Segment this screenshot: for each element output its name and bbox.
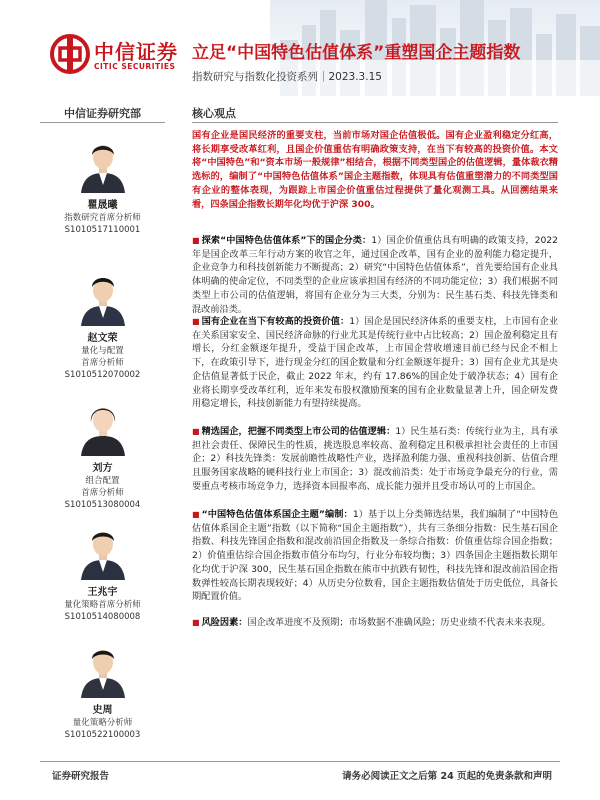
key-summary: 国有企业是国民经济的重要支柱，当前市场对国企估值极低。国有企业盈利稳定分红高，将长期享受改革红利，且国企价值重估有明确政策支持，在当下有较高的投资价值。本文将“中国特色”和“资本市场一般规律”相结合，根据不同类型国企的估值逻辑，量体裁衣精选标的，编制了“中国特色估值体系”国企主题指数，体现具有估值重塑潜力的不同类型国有企业的整体表现，为跟踪上市国企价值重估过程提供了量化观测工具。从回溯结果来看，四条国企指数长期年化均优于沪深 300。 xyxy=(192,130,558,210)
bullet-lead: 风险因素： xyxy=(201,617,248,628)
analyst-license: S1010517110001 xyxy=(64,225,141,235)
analyst-card xyxy=(40,522,165,623)
bullet-text: 国企改革进度不及预期；市场数据不准确风险；历史业绩不代表未来表现。 xyxy=(247,617,551,628)
bullet-text: 1）国企是国民经济体系的重要支柱，上市国有企业在关系国家安全、国民经济命脉的行业尤其是传统行业中占比较高；2）国企盈利稳定且有增长，分红金额逐年提升，受益于国企改革，上市国企营收增速目前已经与民企不相上下，在政策引导下，进行现金分红的国企数量和分红金额逐年提升；3）国有企业尤其是央企估值显著低于民企，截止 2022 年末，约有 17.86%的国企处于破净状态；4）国有企业将长期享受改革红利，近年来发布股权激励预案的国有企业数量显著上升，国企研发费用稳定增长，科技创新能力有望持续提高。 xyxy=(192,316,559,410)
bullet-marker-icon: ■ xyxy=(192,236,200,245)
analyst-photo xyxy=(78,640,128,698)
analyst-license: S1010522100003 xyxy=(64,730,141,740)
bullet-marker-icon: ■ xyxy=(192,510,200,519)
divider xyxy=(40,761,560,762)
analyst-title: 首席分析师 xyxy=(81,358,124,368)
divider xyxy=(40,122,165,123)
bullet-text: 1）基于以上分类筛选结果，我们编制了“中国特色估值体系国企主题”指数（以下简称“国企主题指数”），共有三条细分指数：民生基石国企指数、科技先锋国企指数和混改前沿国企指数及一条综合指数：价值重估综合国企指数；2）价值重估综合国企指数市值分布均匀，行业分布较均衡；3）四条国企主题指数长期年化均优于沪深 300，民生基石国企指数在熊市中抗跌有韧性，科技先锋和混改前沿国企指数弹性较高长期表现较好；4）从历史分位数看，国企主题指数估值处于历史低位，具备长期配置价值。 xyxy=(192,509,559,603)
bullet-text: 1）民生基石类：传统行业为主，具有承担社会责任、保障民生的性质，挑选股息率较高、盈利稳定且积极承担社会责任的上市国企；2）科技先锋类：发展前瞻性战略性产业，选择盈利能力强、重视科技创新、估值合理且服务国家战略的硬科技行业上市国企；3）混改前沿类：处于市场竞争最充分的行业，需要重点考核市场竞争力，选择资本回报率高、成长能力强并且受市场认可的上市国企。 xyxy=(192,426,558,492)
bullet-lead: 国有企业在当下有较高的投资价值： xyxy=(201,316,350,327)
report-header xyxy=(0,0,600,96)
footer-disclaimer: 请务必阅读正文之后第 24 页起的免责条款和声明 xyxy=(342,771,552,782)
analyst-photo xyxy=(78,522,128,580)
bullet-marker-icon: ■ xyxy=(192,427,200,436)
analyst-license: S1010513080004 xyxy=(64,500,141,510)
analyst-name: 王兆宇 xyxy=(87,587,118,598)
analyst-name: 瞿晟曦 xyxy=(87,200,118,211)
bullet-item xyxy=(192,315,558,411)
analyst-card xyxy=(40,268,165,381)
analyst-title: 指数研究首席分析师 xyxy=(64,213,141,223)
analyst-card xyxy=(40,135,165,236)
bullet-marker-icon: ■ xyxy=(192,618,200,627)
research-dept-heading: 中信证券研究部 xyxy=(64,107,141,120)
bullet-item xyxy=(192,425,558,494)
bullet-item xyxy=(192,508,558,604)
analyst-title: 量化策略分析师 xyxy=(72,718,133,728)
bullet-lead: “中国特色估值体系国企主题”编制： xyxy=(201,509,353,520)
bullet-lead: 探索“中国特色估值体系”下的国企分类： xyxy=(201,235,372,246)
analyst-photo xyxy=(78,135,128,193)
report-title: 立足“中国特色估值体系”重塑国企主题指数 xyxy=(192,43,521,63)
analyst-photo xyxy=(78,268,128,326)
brand-name-en: CITIC SECURITIES xyxy=(94,62,176,71)
analyst-team: 量化与配置 xyxy=(81,346,124,356)
divider xyxy=(192,122,558,123)
brand-name: 中信证券 xyxy=(94,40,178,64)
bullet-item xyxy=(192,234,558,316)
analyst-name: 刘方 xyxy=(92,463,113,474)
citic-logo-icon xyxy=(50,34,90,74)
analyst-title: 首席分析师 xyxy=(81,488,124,498)
bullet-text: 1）国企价值重估具有明确的政策支持，2022 年是国企改革三年行动方案的收官之年，通过国企改革，国有企业的盈利能力稳定提升，企业竞争力和科技创新能力不断提高；2）研究“中国特色估值体系”，首先要给国有企业具体明确的使命定位，不同类型的企业应该承担国有经济的不同功能定位；3）我们根据不同类型上市公司的估值逻辑，将国有企业分为三大类，分别为：民生基石类、科技先锋类和混改前沿类。 xyxy=(192,235,558,315)
bullet-item xyxy=(192,616,558,630)
analyst-card xyxy=(40,640,165,741)
analyst-photo xyxy=(78,398,128,456)
core-views-heading: 核心观点 xyxy=(192,107,236,120)
analyst-name: 史周 xyxy=(92,705,113,716)
analyst-card xyxy=(40,398,165,511)
analyst-title: 量化策略首席分析师 xyxy=(64,600,141,610)
report-subtitle: 指数研究与指数化投资系列｜2023.3.15 xyxy=(192,71,382,83)
footer-label: 证券研究报告 xyxy=(52,771,110,782)
analyst-team: 组合配置 xyxy=(85,476,120,486)
analyst-license: S1010514080008 xyxy=(64,612,141,622)
analyst-name: 赵文荣 xyxy=(87,333,118,344)
bullet-marker-icon: ■ xyxy=(192,317,200,326)
analyst-license: S1010512070002 xyxy=(64,370,141,380)
bullet-lead: 精选国企，把握不同类型上市公司的估值逻辑： xyxy=(201,426,396,437)
